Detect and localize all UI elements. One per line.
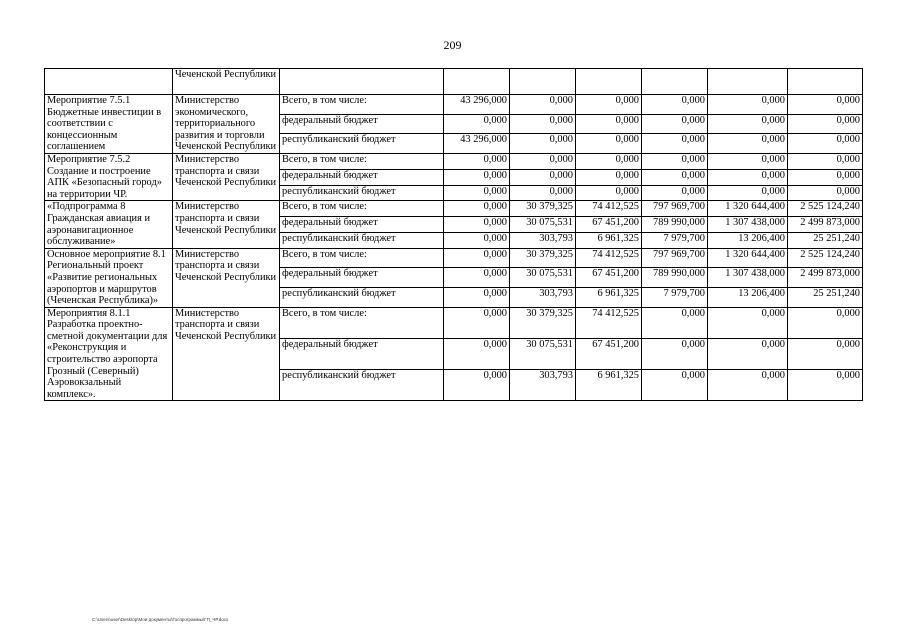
amount-cell: 0,000: [642, 114, 708, 134]
amount-cell: 2 525 124,240: [788, 248, 863, 268]
amount-cell: 0,000: [444, 201, 510, 217]
amount-cell: 0,000: [788, 153, 863, 169]
amount-cell: 74 412,525: [576, 307, 642, 338]
amount-cell: 0,000: [444, 153, 510, 169]
amount-cell: 303,793: [510, 288, 576, 308]
amount-cell: 0,000: [788, 370, 863, 401]
amount-cell: [510, 69, 576, 95]
amount-cell: 0,000: [444, 288, 510, 308]
amount-cell: 67 451,200: [576, 268, 642, 288]
amount-cell: 0,000: [444, 114, 510, 134]
measure-cell: Мероприятие 7.5.1 Бюджетные инвестиции в соответствии с концессионным соглашением: [45, 95, 173, 154]
amount-cell: 0,000: [708, 185, 788, 201]
amount-cell: 0,000: [642, 370, 708, 401]
executor-cell: Министерство транспорта и связи Чеченской Республики: [173, 153, 280, 200]
measure-cell: Основное мероприятие 8.1 Региональный проект «Развитие региональных аэропортов и маршрутов (Чеченская Республика)»: [45, 248, 173, 307]
amount-cell: 30 075,531: [510, 268, 576, 288]
amount-cell: 0,000: [576, 114, 642, 134]
amount-cell: 0,000: [510, 134, 576, 154]
amount-cell: 7 979,700: [642, 232, 708, 248]
page-number: 209: [443, 38, 462, 52]
amount-cell: 0,000: [444, 217, 510, 233]
amount-cell: 0,000: [576, 185, 642, 201]
amount-cell: 303,793: [510, 232, 576, 248]
amount-cell: 0,000: [642, 338, 708, 369]
funding-source-cell: федеральный бюджет: [280, 169, 444, 185]
footer-file-path: C:\Users\user\Desktop\Мои документы\Госпрограммы\ГП_ЧР.docx: [92, 617, 229, 622]
amount-cell: 0,000: [642, 134, 708, 154]
amount-cell: 0,000: [708, 307, 788, 338]
amount-cell: [576, 69, 642, 95]
funding-source-cell: республиканский бюджет: [280, 232, 444, 248]
amount-cell: 0,000: [708, 169, 788, 185]
amount-cell: 7 979,700: [642, 288, 708, 308]
measure-cell: Мероприятие 7.5.2 Создание и построение АПК «Безопасный город» на территории ЧР.: [45, 153, 173, 200]
table-row: [45, 95, 863, 115]
amount-cell: 43 296,000: [444, 95, 510, 115]
amount-cell: 0,000: [708, 114, 788, 134]
amount-cell: 13 206,400: [708, 232, 788, 248]
amount-cell: 0,000: [576, 153, 642, 169]
funding-source-cell: федеральный бюджет: [280, 268, 444, 288]
amount-cell: 43 296,000: [444, 134, 510, 154]
amount-cell: 797 969,700: [642, 248, 708, 268]
amount-cell: 0,000: [788, 185, 863, 201]
amount-cell: 2 525 124,240: [788, 201, 863, 217]
amount-cell: 0,000: [788, 95, 863, 115]
amount-cell: 0,000: [444, 370, 510, 401]
funding-source-cell: Всего, в том числе:: [280, 248, 444, 268]
table-row: [45, 248, 863, 268]
table-row: [45, 69, 863, 95]
amount-cell: 30 075,531: [510, 217, 576, 233]
amount-cell: 0,000: [788, 307, 863, 338]
funding-source-cell: республиканский бюджет: [280, 185, 444, 201]
amount-cell: 797 969,700: [642, 201, 708, 217]
amount-cell: 1 320 644,400: [708, 201, 788, 217]
funding-source-cell: республиканский бюджет: [280, 370, 444, 401]
amount-cell: [708, 69, 788, 95]
amount-cell: 0,000: [708, 370, 788, 401]
amount-cell: 6 961,325: [576, 288, 642, 308]
amount-cell: 0,000: [576, 95, 642, 115]
funding-source-cell: федеральный бюджет: [280, 338, 444, 369]
executor-cell: Чеченской Республики: [173, 69, 280, 95]
amount-cell: 0,000: [510, 185, 576, 201]
funding-source-cell: республиканский бюджет: [280, 134, 444, 154]
measure-cell: Мероприятия 8.1.1 Разработка проектно-сметной документации для «Реконструкция и строительство аэропорта Грозный (Северный) Аэровокзальный комплекс».: [45, 307, 173, 401]
amount-cell: 25 251,240: [788, 232, 863, 248]
amount-cell: 2 499 873,000: [788, 217, 863, 233]
amount-cell: 30 379,325: [510, 201, 576, 217]
amount-cell: [642, 69, 708, 95]
funding-source-cell: Всего, в том числе:: [280, 95, 444, 115]
amount-cell: 0,000: [642, 153, 708, 169]
executor-cell: Министерство транспорта и связи Чеченской Республики: [173, 248, 280, 307]
funding-source-cell: Всего, в том числе:: [280, 153, 444, 169]
funding-source-cell: [280, 69, 444, 95]
amount-cell: 6 961,325: [576, 370, 642, 401]
amount-cell: 2 499 873,000: [788, 268, 863, 288]
amount-cell: 0,000: [510, 95, 576, 115]
amount-cell: 0,000: [708, 95, 788, 115]
amount-cell: 303,793: [510, 370, 576, 401]
table-row: [45, 307, 863, 338]
executor-cell: Министерство транспорта и связи Чеченской Республики: [173, 201, 280, 248]
amount-cell: 0,000: [642, 95, 708, 115]
table-row: [45, 201, 863, 217]
amount-cell: 67 451,200: [576, 217, 642, 233]
amount-cell: 25 251,240: [788, 288, 863, 308]
amount-cell: 6 961,325: [576, 232, 642, 248]
amount-cell: 0,000: [708, 153, 788, 169]
amount-cell: 0,000: [788, 169, 863, 185]
amount-cell: 0,000: [788, 114, 863, 134]
amount-cell: 13 206,400: [708, 288, 788, 308]
amount-cell: [444, 69, 510, 95]
amount-cell: 0,000: [444, 307, 510, 338]
amount-cell: 0,000: [642, 307, 708, 338]
amount-cell: 74 412,525: [576, 248, 642, 268]
amount-cell: 0,000: [444, 338, 510, 369]
amount-cell: 0,000: [788, 338, 863, 369]
amount-cell: 30 379,325: [510, 307, 576, 338]
table-row: [45, 153, 863, 169]
funding-source-cell: Всего, в том числе:: [280, 307, 444, 338]
amount-cell: 0,000: [444, 268, 510, 288]
amount-cell: 74 412,525: [576, 201, 642, 217]
amount-cell: 0,000: [642, 185, 708, 201]
budget-table: [44, 68, 863, 401]
funding-source-cell: федеральный бюджет: [280, 114, 444, 134]
funding-source-cell: Всего, в том числе:: [280, 201, 444, 217]
amount-cell: 0,000: [576, 134, 642, 154]
funding-source-cell: республиканский бюджет: [280, 288, 444, 308]
measure-cell: [45, 69, 173, 95]
measure-cell: «Подпрограмма 8 Гражданская авиация и аэронавигационное обслуживание»: [45, 201, 173, 248]
amount-cell: 0,000: [444, 185, 510, 201]
amount-cell: 0,000: [444, 248, 510, 268]
funding-source-cell: федеральный бюджет: [280, 217, 444, 233]
amount-cell: 789 990,000: [642, 268, 708, 288]
amount-cell: 0,000: [576, 169, 642, 185]
amount-cell: 67 451,200: [576, 338, 642, 369]
amount-cell: [788, 69, 863, 95]
amount-cell: 1 307 438,000: [708, 217, 788, 233]
amount-cell: 0,000: [708, 338, 788, 369]
amount-cell: 0,000: [510, 114, 576, 134]
amount-cell: 0,000: [510, 169, 576, 185]
amount-cell: 0,000: [708, 134, 788, 154]
amount-cell: 0,000: [510, 153, 576, 169]
amount-cell: 1 320 644,400: [708, 248, 788, 268]
amount-cell: 0,000: [642, 169, 708, 185]
amount-cell: 1 307 438,000: [708, 268, 788, 288]
amount-cell: 0,000: [444, 169, 510, 185]
amount-cell: 0,000: [444, 232, 510, 248]
amount-cell: 789 990,000: [642, 217, 708, 233]
executor-cell: Министерство экономического, территориального развития и торговли Чеченской Республики: [173, 95, 280, 154]
amount-cell: 30 075,531: [510, 338, 576, 369]
amount-cell: 0,000: [788, 134, 863, 154]
executor-cell: Министерство транспорта и связи Чеченской Республики: [173, 307, 280, 401]
amount-cell: 30 379,325: [510, 248, 576, 268]
